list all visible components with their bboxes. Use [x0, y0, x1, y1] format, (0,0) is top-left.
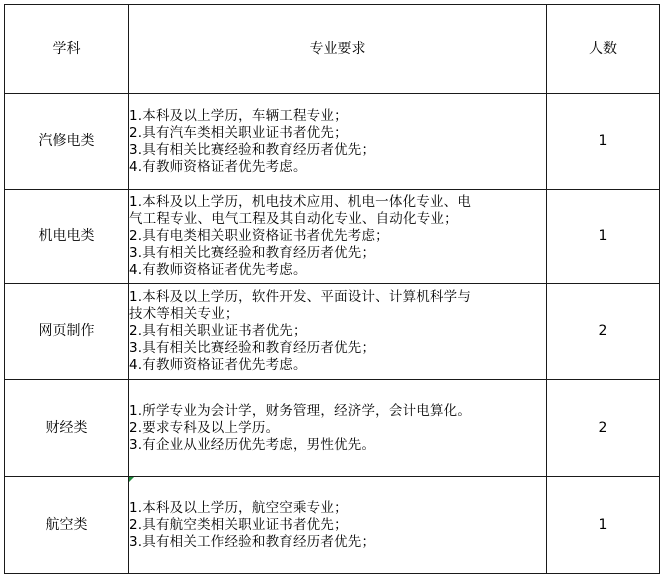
requirement-line: 4.有教师资格证者优先考虑。	[129, 158, 307, 175]
requirement-line: 4.有教师资格证者优先考虑。	[129, 262, 307, 278]
requirement-line: 3.具有相关工作经验和教育经历者优先；	[129, 533, 376, 550]
table-row	[5, 94, 660, 190]
requirement-line: 1.本科及以上学历，软件开发、平面设计、计算机科学与	[129, 289, 472, 305]
subject-cell[interactable]: 网页制作	[5, 284, 129, 380]
table-row	[5, 284, 660, 380]
comment-marker-icon	[129, 477, 134, 482]
requirement-line: 2.要求专科及以上学历。	[129, 419, 280, 436]
header-requirements-label: 专业要求	[309, 40, 366, 57]
requirement-line: 2.具有汽车类相关职业证书者优先；	[129, 124, 348, 141]
requirement-line: 1.本科及以上学历，机电技术应用、机电一体化专业、电	[129, 194, 472, 210]
requirements-cell[interactable]	[129, 190, 547, 284]
requirement-line: 1.本科及以上学历，车辆工程专业；	[129, 107, 348, 124]
count-cell[interactable]: 1	[547, 190, 660, 284]
requirements-cell[interactable]	[129, 380, 547, 477]
requirement-line: 1.本科及以上学历，航空空乘专业；	[129, 499, 348, 516]
requirement-line: 1.所学专业为会计学，财务管理，经济学，会计电算化。	[129, 402, 472, 419]
subject-cell[interactable]: 机电电类	[5, 190, 129, 284]
requirements-cell[interactable]	[129, 284, 547, 380]
table-row	[5, 190, 660, 284]
requirements-cell[interactable]	[129, 94, 547, 190]
table-row	[5, 380, 660, 477]
subject-cell[interactable]: 航空类	[5, 477, 129, 574]
header-cell-subject[interactable]	[5, 5, 129, 94]
requirement-line: 2.具有电类相关职业资格证书者优先考虑；	[129, 228, 389, 244]
count-cell[interactable]: 2	[547, 284, 660, 380]
requirement-line: 4.有教师资格证者优先考虑。	[129, 357, 307, 373]
requirement-line: 2.具有航空类相关职业证书者优先；	[129, 516, 348, 533]
requirement-line: 2.具有相关职业证书者优先；	[129, 323, 307, 339]
header-row	[5, 5, 660, 94]
header-cell-count[interactable]	[547, 5, 660, 94]
requirements-cell[interactable]	[129, 477, 547, 574]
header-cell-requirements[interactable]	[129, 5, 547, 94]
subject-cell[interactable]: 财经类	[5, 380, 129, 477]
count-cell[interactable]: 2	[547, 380, 660, 477]
subject-cell[interactable]: 汽修电类	[5, 94, 129, 190]
requirement-line: 3.具有相关比赛经验和教育经历者优先；	[129, 245, 376, 261]
count-cell[interactable]: 1	[547, 94, 660, 190]
requirement-line: 3.有企业从业经历优先考虑，男性优先。	[129, 436, 376, 453]
requirement-line: 3.具有相关比赛经验和教育经历者优先；	[129, 141, 376, 158]
header-count-label: 人数	[589, 40, 617, 57]
table-row	[5, 477, 660, 574]
requirement-line: 气工程专业、电气工程及其自动化专业、自动化专业；	[129, 211, 458, 227]
count-cell[interactable]: 1	[547, 477, 660, 574]
recruitment-table	[4, 4, 660, 574]
header-subject-label: 学科	[52, 40, 81, 57]
requirement-line: 技术等相关专业；	[129, 306, 239, 322]
requirement-line: 3.具有相关比赛经验和教育经历者优先；	[129, 340, 376, 356]
